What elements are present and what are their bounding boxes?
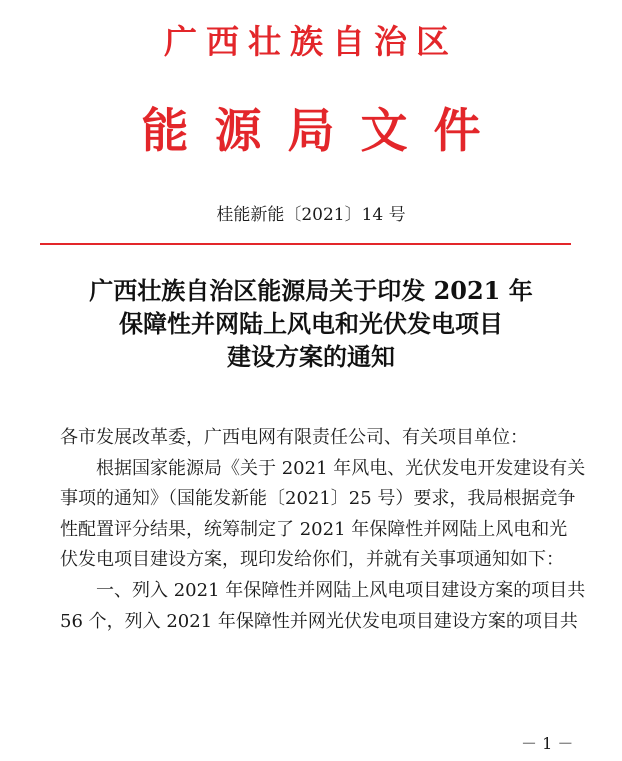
issuing-org-header: 广西壮族自治区 <box>164 22 458 61</box>
paragraph-2-line-1: 一、列入 2021 年保障性并网陆上风电项目建设方案的项目共 <box>96 579 586 601</box>
document-body <box>60 423 586 637</box>
title-line-1: 广西壮族自治区能源局关于印发 2021 年 <box>89 276 533 305</box>
red-divider-line <box>40 243 571 245</box>
document-title <box>0 274 622 373</box>
document-type-header: 能源局文件 <box>141 104 507 159</box>
addressee-line: 各市发展改革委，广西电网有限责任公司、有关项目单位： <box>60 427 528 448</box>
paragraph-1-line-4: 伏发电项目建设方案，现印发给你们，并就有关事项通知如下： <box>60 549 564 571</box>
paragraph-1-line-2: 事项的通知》（国能发新能〔2021〕25 号）要求，我局根据竞争 <box>60 488 576 510</box>
title-line-2: 保障性并网陆上风电和光伏发电项目 <box>119 309 503 338</box>
document-number: 桂能新能〔2021〕14 号 <box>216 205 406 225</box>
title-line-3: 建设方案的通知 <box>227 342 395 371</box>
paragraph-2-line-2: 56 个，列入 2021 年保障性并网光伏发电项目建设方案的项目共 <box>60 610 578 632</box>
paragraph-1-line-1: 根据国家能源局《关于 2021 年风电、光伏发电开发建设有关 <box>96 457 586 479</box>
page-number: － 1 － <box>521 734 574 753</box>
paragraph-1-line-3: 性配置评分结果，统筹制定了 2021 年保障性并网陆上风电和光 <box>60 518 568 540</box>
